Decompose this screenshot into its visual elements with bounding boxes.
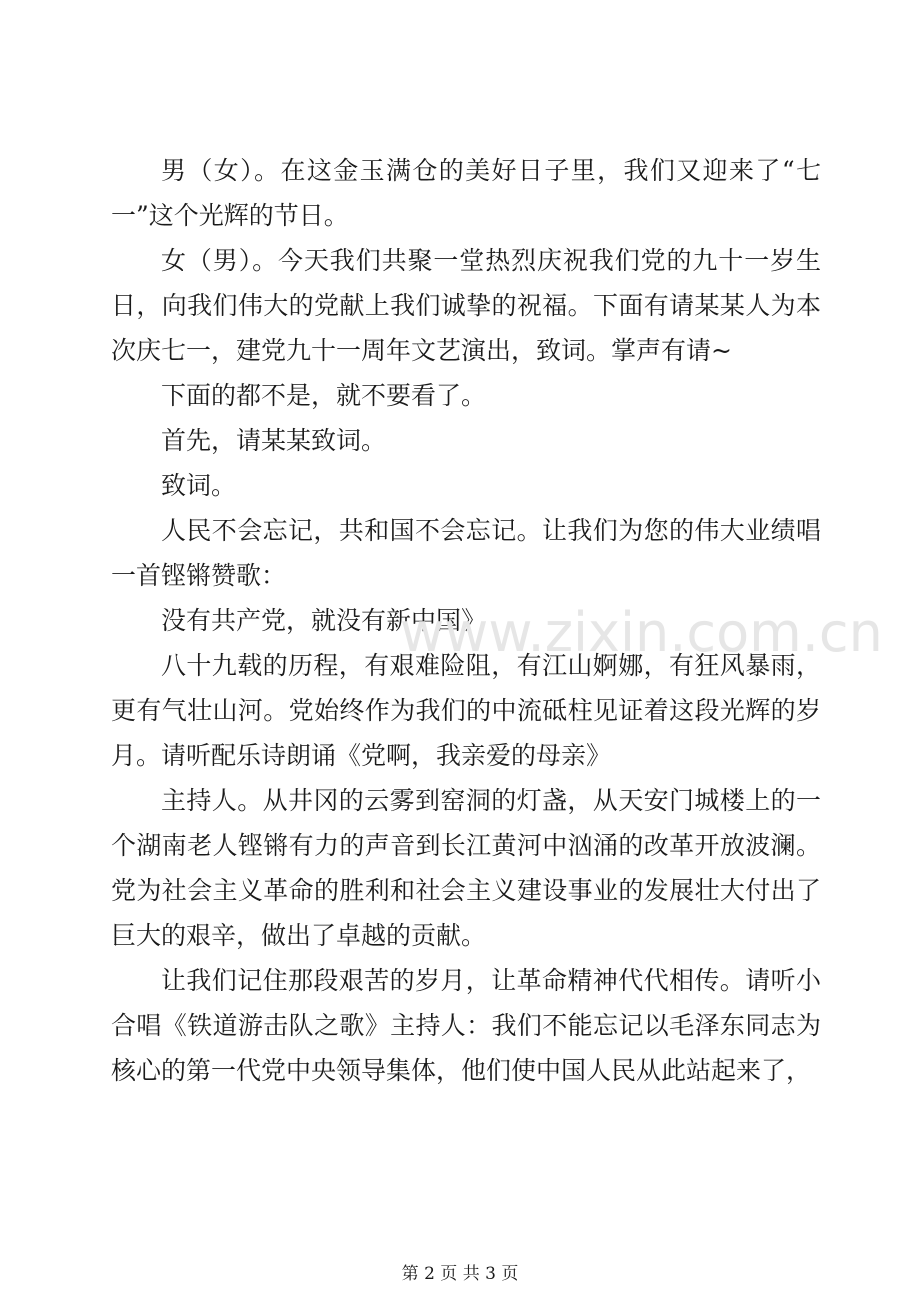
paragraph: 致词。 (161, 471, 237, 500)
paragraph: 男（女）。在这金玉满仓的美好日子里，我们又迎来了“七一”这个光辉的节日。 (111, 156, 821, 230)
paragraph: 让我们记住那段艰苦的岁月，让革命精神代代相传。请听小合唱《铁道游击队之歌》主持人：我们不能忘记以毛泽东同志为核心的第一代党中央领导集体，他们使中国人民从此站起来了， (111, 966, 821, 1085)
paragraph: 主持人。从井冈的云雾到窑洞的灯盏，从天安门城楼上的一个湖南老人铿锵有力的声音到长江黄河中汹涌的改革开放波澜。党为社会主义革命的胜利和社会主义建设事业的发展壮大付出了巨大的艰辛，做出了卓越的贡献。 (111, 786, 821, 950)
document-body (111, 148, 883, 1093)
paragraph: 八十九载的历程，有艰难险阻，有江山婀娜，有狂风暴雨，更有气壮山河。党始终作为我们的中流砥柱见证着这段光辉的岁月。请听配乐诗朗诵《党啊，我亲爱的母亲》 (111, 651, 821, 770)
paragraph: 首先，请某某致词。 (161, 426, 387, 455)
watermark: www.zixin.com.cn (400, 601, 883, 664)
paragraph: 女（男）。今天我们共聚一堂热烈庆祝我们党的九十一岁生日，向我们伟大的党献上我们诚挚的祝福。下面有请某某人为本次庆七一，建党九十一周年文艺演出，致词。掌声有请~ (111, 246, 821, 365)
paragraph: 人民不会忘记，共和国不会忘记。让我们为您的伟大业绩唱一首铿锵赞歌： (111, 516, 821, 590)
page-footer: 第 2 页 共 3 页 (401, 1264, 519, 1284)
paragraph: 没有共产党，就没有新中国》 (161, 606, 487, 635)
paragraph: 下面的都不是，就不要看了。 (161, 381, 487, 410)
